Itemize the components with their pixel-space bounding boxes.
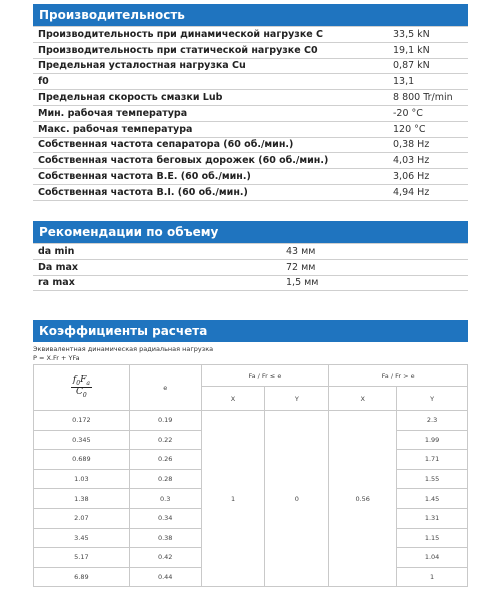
row-label: Da max [33,259,281,275]
row-label: Мин. рабочая температура [33,105,388,121]
coefficients-table [33,364,468,587]
ratio-cell: 1.03 [34,469,130,489]
table-row [33,244,468,260]
y1-cell: 0 [265,411,329,587]
y2-cell: 1.15 [397,528,468,548]
row-label: f0 [33,74,388,90]
ratio-cell: 5.17 [34,548,130,568]
row-label: Макс. рабочая температура [33,121,388,137]
row-value: 0,38 Hz [388,137,468,153]
row-label: Собственная частота B.E. (60 об./мин.) [33,169,388,185]
row-label: Собственная частота беговых дорожек (60 об./мин.) [33,153,388,169]
row-value: 3,06 Hz [388,169,468,185]
y1-header: Y [265,387,329,411]
table-row [33,121,468,137]
coefficients-formula: P = X.Fr + YFa [33,354,80,362]
e-cell: 0.28 [129,469,201,489]
table-row [33,27,468,43]
y2-cell: 1.45 [397,489,468,509]
table-row [33,259,468,275]
table-row [33,169,468,185]
table-row [33,42,468,58]
y2-cell: 1.99 [397,430,468,450]
e-cell: 0.26 [129,450,201,470]
e-cell: 0.38 [129,528,201,548]
y2-cell: 1.31 [397,508,468,528]
row-label: Производительность при динамической нагрузке C [33,27,388,43]
y2-cell: 2.3 [397,411,468,431]
e-cell: 0.22 [129,430,201,450]
table-row [33,58,468,74]
ratio-cell: 6.89 [34,567,130,587]
ratio-fraction [71,376,92,399]
row-label: Предельная усталостная нагрузка Cu [33,58,388,74]
row-value: 19,1 kN [388,42,468,58]
x2-cell: 0.56 [329,411,397,587]
table-row [33,275,468,291]
e-cell: 0.44 [129,567,201,587]
ratio-cell: 0.345 [34,430,130,450]
performance-section-title: Производительность [33,4,468,26]
row-value: -20 °C [388,105,468,121]
performance-table [33,26,468,201]
table-row [33,184,468,200]
ratio-denominator: $C_0$ [76,387,87,399]
row-value: 43 мм [281,244,468,260]
ratio-cell: 2.07 [34,508,130,528]
coefficients-subtitle: Эквивалентная динамическая радиальная нагрузка [33,345,214,353]
y2-cell: 1.71 [397,450,468,470]
row-label: Собственная частота сепаратора (60 об./мин.) [33,137,388,153]
row-label: Собственная частота B.I. (60 об./мин.) [33,184,388,200]
y2-cell: 1.55 [397,469,468,489]
coefficients-section-title: Коэффициенты расчета [33,320,468,342]
row-label: da min [33,244,281,260]
y2-cell: 1.04 [397,548,468,568]
row-value: 4,94 Hz [388,184,468,200]
ratio-header [34,365,130,411]
ratio-numerator: $f_0F_a$ [72,374,90,387]
x2-header: X [329,387,397,411]
row-value: 72 мм [281,259,468,275]
row-value: 13,1 [388,74,468,90]
row-label: Производительность при статической нагрузке C0 [33,42,388,58]
table-row [33,90,468,106]
table-row [34,411,468,431]
group-le-header: Fa / Fr ≤ e [201,365,329,387]
row-label: ra max [33,275,281,291]
recommendations-section-title: Рекомендации по объему [33,221,468,243]
row-value: 0,87 kN [388,58,468,74]
ratio-cell: 0.689 [34,450,130,470]
row-value: 1,5 мм [281,275,468,291]
x1-cell: 1 [201,411,265,587]
e-cell: 0.34 [129,508,201,528]
table-row [33,137,468,153]
y2-cell: 1 [397,567,468,587]
e-cell: 0.42 [129,548,201,568]
e-cell: 0.3 [129,489,201,509]
row-value: 4,03 Hz [388,153,468,169]
e-header: e [129,365,201,411]
ratio-cell: 3.45 [34,528,130,548]
recommendations-table [33,243,468,291]
table-row [33,105,468,121]
row-label: Предельная скорость смазки Lub [33,90,388,106]
row-value: 8 800 Tr/min [388,90,468,106]
ratio-cell: 1.38 [34,489,130,509]
table-row [33,74,468,90]
group-gt-header: Fa / Fr > e [329,365,468,387]
row-value: 120 °C [388,121,468,137]
table-row [33,153,468,169]
e-cell: 0.19 [129,411,201,431]
row-value: 33,5 kN [388,27,468,43]
y2-header: Y [397,387,468,411]
x1-header: X [201,387,265,411]
ratio-cell: 0.172 [34,411,130,431]
